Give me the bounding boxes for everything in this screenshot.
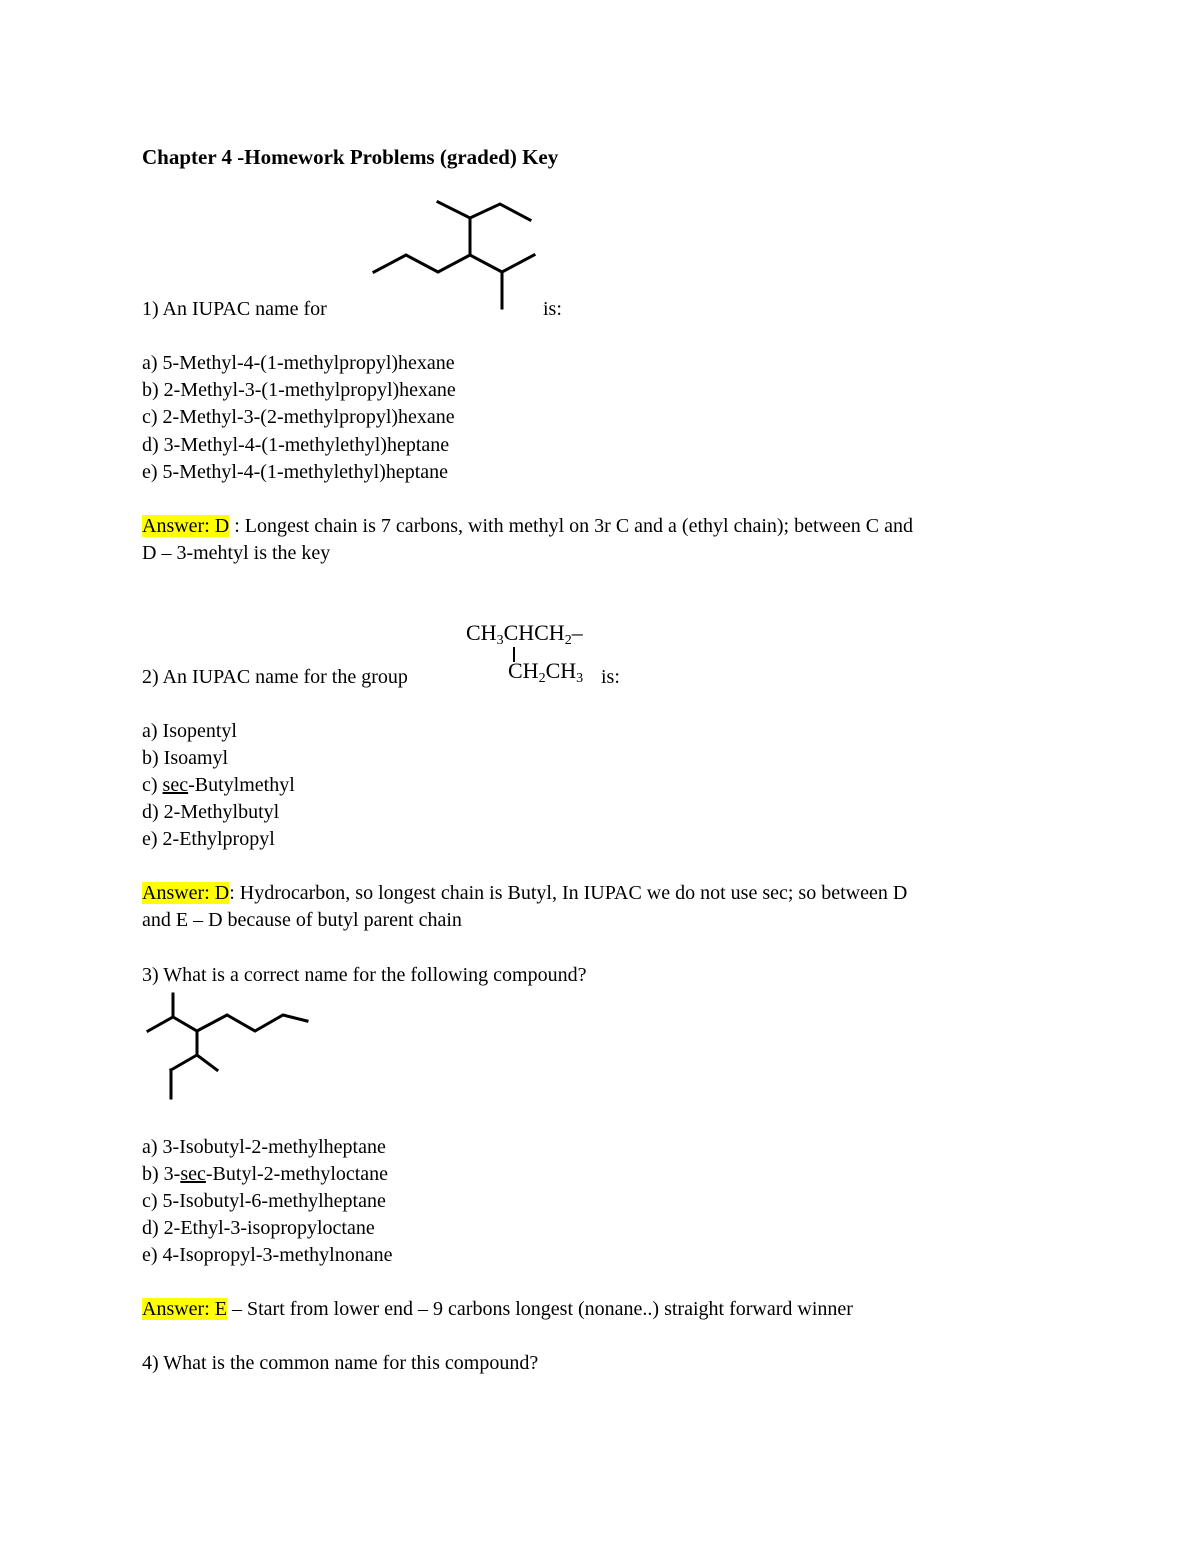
q1-option-e: e) 5-Methyl-4-(1-methylethyl)heptane — [142, 461, 449, 483]
q2-formula-top: $CH_3CHCH_2-$ — [466, 620, 583, 648]
q2-prompt-after: is: — [601, 666, 620, 688]
q1-skeletal-structure — [370, 200, 540, 315]
q1-option-a: a) 5-Methyl-4-(1-methylpropyl)hexane — [142, 352, 455, 374]
q3-prompt: 3) What is a correct name for the following compound? — [142, 964, 587, 986]
q2-option-d: d) 2-Methylbutyl — [142, 801, 280, 823]
q1-option-c: c) 2-Methyl-3-(2-methylpropyl)hexane — [142, 406, 455, 428]
q2-option-c: c) sec-Butylmethyl — [142, 774, 295, 796]
q2-option-e: e) 2-Ethylpropyl — [142, 828, 275, 850]
q3-answer-label: Answer: E — [142, 1298, 227, 1320]
q2-option-a: a) Isopentyl — [142, 720, 237, 742]
q1-answer-line2: D – 3-mehtyl is the key — [142, 542, 331, 564]
q2-option-b: b) Isoamyl — [142, 747, 229, 769]
q1-answer-line1: Answer: D : Longest chain is 7 carbons, with methyl on 3r C and a (ethyl chain); between C and — [142, 515, 913, 537]
q3-option-b: b) 3-sec-Butyl-2-methyloctane — [142, 1163, 389, 1185]
q1-option-b: b) 2-Methyl-3-(1-methylpropyl)hexane — [142, 379, 456, 401]
q1-answer-label: Answer: D — [142, 515, 230, 537]
q1-prompt-after: is: — [543, 298, 562, 320]
q4-prompt: 4) What is the common name for this compound? — [142, 1352, 539, 1374]
q3-option-e: e) 4-Isopropyl-3-methylnonane — [142, 1244, 393, 1266]
q3-skeletal-structure — [145, 993, 315, 1103]
q3-branch-fork — [171, 1055, 217, 1070]
q1-prompt-before: 1) An IUPAC name for — [142, 298, 327, 320]
q3-option-d: d) 2-Ethyl-3-isopropyloctane — [142, 1217, 375, 1239]
q3-answer-line: Answer: E – Start from lower end – 9 carbons longest (nonane..) straight forward winner — [142, 1298, 853, 1320]
q1-main-chain — [374, 255, 534, 272]
q3-option-c: c) 5-Isobutyl-6-methylheptane — [142, 1190, 386, 1212]
q2-answer-line1: Answer: D: Hydrocarbon, so longest chain is Butyl, In IUPAC we do not use sec; so between D — [142, 882, 908, 904]
q2-answer-label: Answer: D — [142, 882, 230, 904]
q1-branch-chain — [438, 202, 530, 220]
q3-option-a: a) 3-Isobutyl-2-methylheptane — [142, 1136, 386, 1158]
q2-answer-line2: and E – D because of butyl parent chain — [142, 909, 462, 931]
q2-prompt-before: 2) An IUPAC name for the group — [142, 666, 408, 688]
page-title: Chapter 4 -Homework Problems (graded) Key — [142, 145, 559, 169]
q2-formula-bottom: $CH_2CH_3$ — [508, 658, 584, 686]
q1-option-d: d) 3-Methyl-4-(1-methylethyl)heptane — [142, 434, 450, 456]
